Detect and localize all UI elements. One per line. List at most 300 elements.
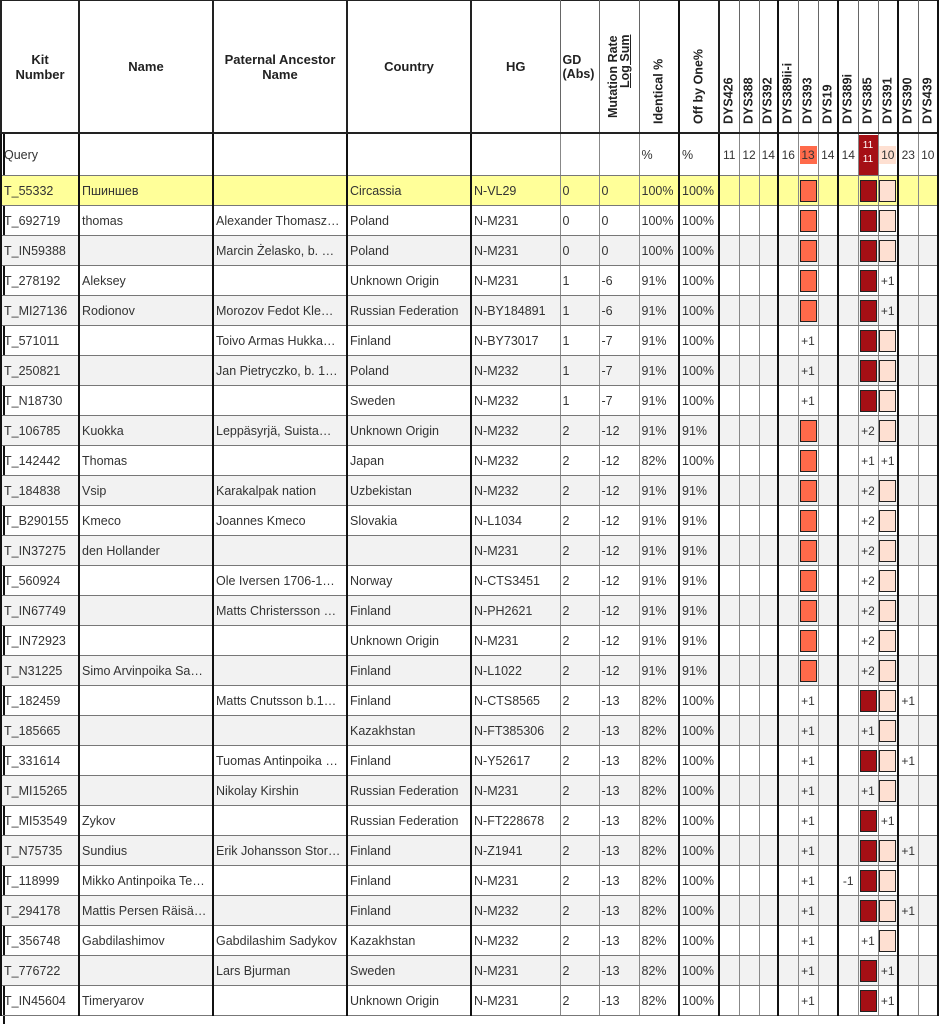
marker-swatch-pale-pink	[879, 390, 896, 412]
marker-cell-dys391	[878, 866, 898, 896]
marker-cell-dys392	[759, 446, 778, 476]
country-cell: Kazakhstan	[347, 926, 471, 956]
header-kit-number[interactable]: Kit Number	[1, 1, 79, 134]
marker-cell-dys392	[759, 506, 778, 536]
marker-cell-dys389i	[838, 386, 858, 416]
paternal-ancestor-cell	[213, 896, 347, 926]
kit-number-cell[interactable]: T_356748	[1, 926, 79, 956]
marker-cell-dys388	[739, 206, 759, 236]
mutation-rate-cell: -12	[599, 506, 639, 536]
marker-cell-dys426	[719, 746, 739, 776]
marker-cell-dys426	[719, 206, 739, 236]
marker-cell-dys390	[898, 716, 918, 746]
marker-cell-dys391	[878, 626, 898, 656]
marker-cell-dys390	[898, 596, 918, 626]
marker-cell-dys392	[759, 776, 778, 806]
marker-swatch-dark-red	[860, 330, 877, 352]
kit-number-cell[interactable]: T_IN59388	[1, 236, 79, 266]
match-row[interactable]	[1, 356, 938, 386]
mutation-rate-cell: -6	[599, 266, 639, 296]
marker-cell-dys393	[798, 866, 818, 896]
marker-swatch-dark-red	[860, 990, 877, 1012]
identical-cell: 82%	[639, 896, 679, 926]
kit-number-cell[interactable]: T_142442	[1, 446, 79, 476]
marker-cell-dys391	[878, 656, 898, 686]
gd-cell	[560, 133, 599, 176]
marker-cell-dys385	[858, 896, 878, 926]
mutation-rate-cell: -12	[599, 536, 639, 566]
kit-number-cell[interactable]: T_106785	[1, 416, 79, 446]
hg-cell: N-M232	[471, 896, 560, 926]
header-name[interactable]: Name	[79, 1, 213, 134]
header-identical[interactable]	[639, 1, 679, 134]
kit-number-cell[interactable]: T_118999	[1, 866, 79, 896]
mutation-rate-cell: 0	[599, 236, 639, 266]
name-cell	[79, 686, 213, 716]
marker-cell-dys389ii-i	[778, 716, 798, 746]
name-cell	[79, 356, 213, 386]
kit-number-cell[interactable]: T_278192	[1, 266, 79, 296]
marker-cell-dys393	[798, 776, 818, 806]
marker-cell-dys385	[858, 836, 878, 866]
kit-number-cell[interactable]: T_MI53549	[1, 806, 79, 836]
marker-cell-dys19	[818, 296, 838, 326]
identical-cell: 91%	[639, 266, 679, 296]
mutation-rate-cell: -12	[599, 626, 639, 656]
marker-cell-dys391	[878, 836, 898, 866]
marker-cell-dys389ii-i	[778, 746, 798, 776]
marker-cell-dys439	[918, 446, 938, 476]
marker-diff-value: +1	[801, 333, 815, 348]
marker-cell-dys426	[719, 266, 739, 296]
name-cell: Gabdilashimov	[79, 926, 213, 956]
kit-number-cell[interactable]: T_560924	[1, 566, 79, 596]
marker-cell-dys388	[739, 446, 759, 476]
match-row[interactable]	[1, 386, 938, 416]
match-row[interactable]	[1, 926, 938, 956]
marker-cell-dys439	[918, 926, 938, 956]
marker-cell-dys389i	[838, 326, 858, 356]
match-row[interactable]	[1, 266, 938, 296]
marker-cell-dys393	[798, 416, 818, 446]
kit-number-cell[interactable]: T_IN37275	[1, 536, 79, 566]
hg-cell: N-M231	[471, 626, 560, 656]
marker-diff-value: +2	[861, 483, 875, 498]
kit-number-cell[interactable]: T_250821	[1, 356, 79, 386]
marker-cell-dys392	[759, 206, 778, 236]
match-row[interactable]	[1, 836, 938, 866]
marker-cell-dys19	[818, 806, 838, 836]
country-cell: Russian Federation	[347, 776, 471, 806]
match-row[interactable]	[1, 776, 938, 806]
kit-number-cell[interactable]: T_55332	[1, 176, 79, 206]
header-hg[interactable]: HG	[471, 1, 560, 134]
gd-cell: 1	[560, 356, 599, 386]
marker-cell-dys389i	[838, 236, 858, 266]
marker-cell-dys426	[719, 716, 739, 746]
marker-swatch-pale-pink	[879, 630, 896, 652]
marker-cell-dys426	[719, 446, 739, 476]
marker-cell-dys388	[739, 266, 759, 296]
match-row[interactable]	[1, 506, 938, 536]
country-cell: Finland	[347, 896, 471, 926]
marker-cell-dys392	[759, 266, 778, 296]
match-row[interactable]	[1, 896, 938, 926]
match-row[interactable]	[1, 566, 938, 596]
match-row[interactable]	[1, 296, 938, 326]
mutation-rate-cell: -13	[599, 986, 639, 1016]
country-cell: Finland	[347, 656, 471, 686]
match-row[interactable]	[1, 956, 938, 986]
hg-cell: N-PH2621	[471, 596, 560, 626]
marker-cell-dys391	[878, 416, 898, 446]
country-cell	[347, 536, 471, 566]
identical-cell: 82%	[639, 836, 679, 866]
marker-swatch-pale-pink	[879, 570, 896, 592]
query-marker-dys389ii-i	[778, 133, 798, 176]
marker-cell-dys392	[759, 926, 778, 956]
marker-cell-dys19	[818, 626, 838, 656]
paternal-ancestor-cell	[213, 386, 347, 416]
country-cell: Finland	[347, 596, 471, 626]
marker-cell-dys391	[878, 806, 898, 836]
marker-cell-dys389ii-i	[778, 386, 798, 416]
off-by-one-cell: 100%	[679, 266, 719, 296]
marker-swatch-pale-pink	[879, 480, 896, 502]
marker-cell-dys390	[898, 416, 918, 446]
header-marker-dys385[interactable]	[858, 1, 878, 134]
marker-cell-dys391	[878, 446, 898, 476]
marker-swatch-pale-pink	[879, 360, 896, 382]
marker-cell-dys392	[759, 866, 778, 896]
marker-cell-dys19	[818, 476, 838, 506]
off-by-one-cell: 91%	[679, 626, 719, 656]
name-cell: Mikko Antinpoika Te…	[79, 866, 213, 896]
marker-diff-value: +1	[861, 453, 875, 468]
marker-cell-dys426	[719, 566, 739, 596]
kit-number-cell[interactable]: T_IN72923	[1, 626, 79, 656]
hg-cell: N-BY184891	[471, 296, 560, 326]
marker-cell-dys389ii-i	[778, 506, 798, 536]
marker-swatch-dark-red	[860, 390, 877, 412]
header-marker-dys391[interactable]	[878, 1, 898, 134]
kit-number-cell[interactable]: T_571011	[1, 326, 79, 356]
marker-cell-dys19	[818, 536, 838, 566]
kit-number-cell[interactable]: T_184838	[1, 476, 79, 506]
hg-cell: N-CTS8565	[471, 686, 560, 716]
marker-swatch-orange	[800, 270, 817, 292]
header-marker-dys389ii-i[interactable]	[778, 1, 798, 134]
marker-cell-dys393	[798, 626, 818, 656]
mutation-rate-cell: -7	[599, 386, 639, 416]
marker-cell-dys19	[818, 686, 838, 716]
kit-number-cell[interactable]: T_331614	[1, 746, 79, 776]
marker-cell-dys392	[759, 536, 778, 566]
header-marker-dys392[interactable]	[759, 1, 778, 134]
marker-cell-dys385	[858, 506, 878, 536]
header-marker-dys426[interactable]	[719, 1, 739, 134]
marker-cell-dys388	[739, 626, 759, 656]
header-marker-dys390[interactable]	[898, 1, 918, 134]
mutation-rate-cell: -13	[599, 866, 639, 896]
marker-cell-dys439	[918, 836, 938, 866]
country-cell: Circassia	[347, 176, 471, 206]
name-cell	[79, 386, 213, 416]
header-marker-dys389i[interactable]	[838, 1, 858, 134]
hg-cell: N-M231	[471, 266, 560, 296]
hg-cell: N-M231	[471, 536, 560, 566]
name-cell: Rodionov	[79, 296, 213, 326]
marker-cell-dys391	[878, 266, 898, 296]
header-off-by-one[interactable]	[679, 1, 719, 134]
marker-cell-dys393	[798, 206, 818, 236]
query-marker-value: 14	[761, 147, 775, 162]
marker-swatch-dark-red	[860, 360, 877, 382]
marker-cell-dys426	[719, 536, 739, 566]
marker-cell-dys393	[798, 386, 818, 416]
marker-cell-dys391	[878, 506, 898, 536]
marker-diff-value: +1	[880, 813, 895, 828]
off-by-one-cell: 100%	[679, 896, 719, 926]
marker-cell-dys393	[798, 446, 818, 476]
marker-diff-value: +1	[801, 843, 815, 858]
kit-number-cell[interactable]: T_MI27136	[1, 296, 79, 326]
country-cell: Finland	[347, 326, 471, 356]
marker-cell-dys388	[739, 476, 759, 506]
name-cell	[79, 133, 213, 176]
marker-cell-dys385	[858, 806, 878, 836]
query-marker-value: 23	[901, 147, 915, 162]
off-by-one-cell: 91%	[679, 476, 719, 506]
marker-swatch-pale-pink	[879, 600, 896, 622]
query-marker-value: 12	[742, 147, 756, 162]
gd-cell: 2	[560, 986, 599, 1016]
marker-cell-dys439	[918, 296, 938, 326]
marker-cell-dys19	[818, 236, 838, 266]
identical-cell: 82%	[639, 446, 679, 476]
match-row[interactable]	[1, 746, 938, 776]
kit-number-cell[interactable]: T_776722	[1, 956, 79, 986]
paternal-ancestor-cell	[213, 133, 347, 176]
kit-number-cell[interactable]: T_N75735	[1, 836, 79, 866]
query-marker-dys439	[918, 133, 938, 176]
marker-cell-dys439	[918, 626, 938, 656]
name-cell	[79, 326, 213, 356]
marker-cell-dys19	[818, 566, 838, 596]
kit-number-cell[interactable]: T_185665	[1, 716, 79, 746]
header-gd[interactable]: GD (Abs)	[560, 1, 599, 134]
identical-cell: 82%	[639, 986, 679, 1016]
match-row[interactable]	[1, 236, 938, 266]
kit-number-cell[interactable]: T_182459	[1, 686, 79, 716]
header-marker-label: DYS426	[721, 77, 736, 124]
marker-cell-dys393	[798, 536, 818, 566]
marker-cell-dys19	[818, 866, 838, 896]
name-cell: Timeryarov	[79, 986, 213, 1016]
marker-cell-dys389ii-i	[778, 356, 798, 386]
marker-cell-dys390	[898, 176, 918, 206]
header-marker-dys439[interactable]	[918, 1, 938, 134]
marker-cell-dys393	[798, 176, 818, 206]
off-by-one-cell: 91%	[679, 416, 719, 446]
match-row[interactable]	[1, 536, 938, 566]
marker-cell-dys393	[798, 566, 818, 596]
marker-cell-dys392	[759, 416, 778, 446]
kit-number-cell[interactable]: T_B290155	[1, 506, 79, 536]
paternal-ancestor-cell: Tuomas Antinpoika …	[213, 746, 347, 776]
header-marker-label: DYS393	[800, 77, 815, 124]
marker-swatch-dark-red	[860, 960, 877, 982]
hg-cell: N-M231	[471, 866, 560, 896]
mutation-rate-cell: -13	[599, 896, 639, 926]
marker-cell-dys389i	[838, 596, 858, 626]
marker-cell-dys389i	[838, 986, 858, 1016]
marker-cell-dys389i	[838, 266, 858, 296]
header-marker-dys393[interactable]	[798, 1, 818, 134]
gd-cell: 0	[560, 206, 599, 236]
match-row[interactable]	[1, 806, 938, 836]
marker-cell-dys389i	[838, 296, 858, 326]
paternal-ancestor-cell	[213, 176, 347, 206]
marker-cell-dys389i	[838, 656, 858, 686]
kit-number-cell[interactable]: T_692719	[1, 206, 79, 236]
marker-diff-value: +1	[801, 393, 815, 408]
paternal-ancestor-cell	[213, 806, 347, 836]
marker-cell-dys389i	[838, 806, 858, 836]
marker-diff-value: +1	[861, 783, 875, 798]
name-cell	[79, 746, 213, 776]
marker-diff-value: +1	[801, 363, 815, 378]
marker-cell-dys389ii-i	[778, 446, 798, 476]
marker-cell-dys439	[918, 686, 938, 716]
marker-cell-dys389ii-i	[778, 806, 798, 836]
marker-cell-dys389i	[838, 206, 858, 236]
match-row[interactable]	[1, 326, 938, 356]
off-by-one-cell: 100%	[679, 686, 719, 716]
kit-number-cell[interactable]: T_MI15265	[1, 776, 79, 806]
mutation-rate-cell: -13	[599, 716, 639, 746]
marker-swatch-orange	[800, 300, 817, 322]
marker-cell-dys390	[898, 356, 918, 386]
kit-number-cell[interactable]: T_294178	[1, 896, 79, 926]
header-marker-dys19[interactable]	[818, 1, 838, 134]
identical-cell: 91%	[639, 566, 679, 596]
off-by-one-cell: 100%	[679, 236, 719, 266]
marker-cell-dys393	[798, 476, 818, 506]
kit-number-cell[interactable]: T_N18730	[1, 386, 79, 416]
header-marker-dys388[interactable]	[739, 1, 759, 134]
kit-number-cell[interactable]: T_IN45604	[1, 986, 79, 1016]
match-row[interactable]	[1, 866, 938, 896]
marker-cell-dys19	[818, 386, 838, 416]
marker-swatch-dark-red	[860, 180, 877, 202]
match-row[interactable]	[1, 206, 938, 236]
mutation-rate-cell: -12	[599, 416, 639, 446]
kit-number-cell[interactable]: T_N31225	[1, 656, 79, 686]
marker-cell-dys388	[739, 416, 759, 446]
marker-cell-dys426	[719, 626, 739, 656]
marker-cell-dys388	[739, 326, 759, 356]
marker-cell-dys393	[798, 716, 818, 746]
country-cell: Sweden	[347, 956, 471, 986]
marker-cell-dys393	[798, 926, 818, 956]
name-cell	[79, 776, 213, 806]
marker-cell-dys393	[798, 836, 818, 866]
off-by-one-cell: 100%	[679, 176, 719, 206]
marker-cell-dys426	[719, 416, 739, 446]
marker-cell-dys385	[858, 986, 878, 1016]
query-label: Query	[1, 133, 79, 176]
marker-cell-dys439	[918, 386, 938, 416]
marker-cell-dys19	[818, 176, 838, 206]
identical-cell: 100%	[639, 176, 679, 206]
gd-cell: 2	[560, 476, 599, 506]
country-cell: Japan	[347, 446, 471, 476]
paternal-ancestor-cell	[213, 656, 347, 686]
marker-diff-value: +1	[880, 453, 895, 468]
match-row[interactable]	[1, 416, 938, 446]
match-row[interactable]	[1, 716, 938, 746]
marker-cell-dys439	[918, 986, 938, 1016]
marker-swatch-dark-red	[860, 870, 877, 892]
marker-cell-dys385	[858, 776, 878, 806]
marker-diff-value: +1	[880, 303, 895, 318]
marker-cell-dys389i	[838, 716, 858, 746]
paternal-ancestor-cell	[213, 266, 347, 296]
match-row[interactable]	[1, 986, 938, 1016]
match-row[interactable]	[1, 596, 938, 626]
marker-swatch-dark-red	[860, 810, 877, 832]
country-cell: Unknown Origin	[347, 416, 471, 446]
marker-cell-dys439	[918, 176, 938, 206]
highlighted-match-row[interactable]	[1, 176, 938, 206]
header-mutation-rate[interactable]	[599, 1, 639, 134]
kit-number-cell[interactable]: T_IN67749	[1, 596, 79, 626]
gd-cell: 1	[560, 386, 599, 416]
marker-cell-dys390	[898, 266, 918, 296]
marker-diff-value: +1	[861, 933, 875, 948]
paternal-ancestor-cell: Morozov Fedot Kle…	[213, 296, 347, 326]
marker-cell-dys385	[858, 476, 878, 506]
marker-diff-value: +2	[861, 603, 875, 618]
match-row[interactable]	[1, 476, 938, 506]
marker-cell-dys388	[739, 896, 759, 926]
marker-cell-dys385	[858, 866, 878, 896]
marker-cell-dys19	[818, 656, 838, 686]
match-row[interactable]	[1, 656, 938, 686]
marker-cell-dys389i	[838, 356, 858, 386]
hg-cell: N-CTS3451	[471, 566, 560, 596]
header-paternal-ancestor[interactable]: Paternal Ancestor Name	[213, 1, 347, 134]
marker-diff-value: +1	[801, 813, 815, 828]
marker-cell-dys390	[898, 656, 918, 686]
match-row[interactable]	[1, 686, 938, 716]
marker-swatch-dark-red	[860, 210, 877, 232]
match-row[interactable]	[1, 626, 938, 656]
marker-cell-dys393	[798, 656, 818, 686]
marker-cell-dys388	[739, 926, 759, 956]
marker-cell-dys389i	[838, 626, 858, 656]
marker-diff-value: +2	[861, 513, 875, 528]
marker-swatch-pale-pink	[879, 690, 896, 712]
marker-cell-dys426	[719, 476, 739, 506]
header-country[interactable]: Country	[347, 1, 471, 134]
marker-cell-dys19	[818, 986, 838, 1016]
marker-swatch-orange	[800, 480, 817, 502]
gd-cell: 2	[560, 596, 599, 626]
marker-diff-value: -1	[842, 873, 854, 888]
match-row[interactable]	[1, 446, 938, 476]
